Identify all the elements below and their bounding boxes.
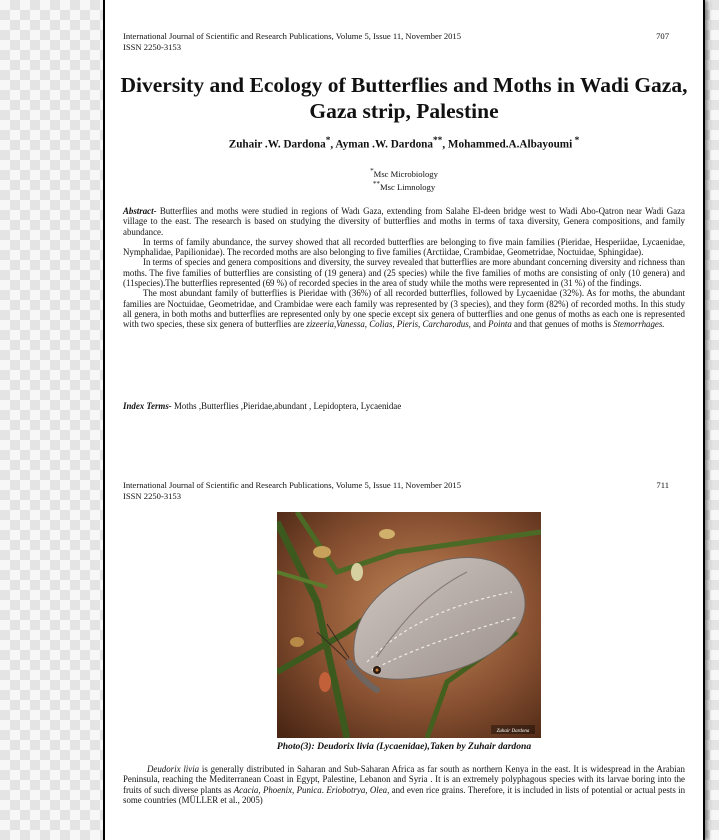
- author-mark: **: [433, 136, 443, 146]
- abstract-text: and: [470, 319, 489, 330]
- species-name: Deudorix livia: [147, 764, 200, 774]
- abstract-text: Butterflies and moths were studied in regions of Wadı Gaza, extending from Salahe El-deen bridge west to Wadi Abo-Qatron near Wadi Gaza village to the east. The research is based on studying the diversity of butterflies and moths in terms of taxa diversity, Genera compositions, and family abundance.: [123, 206, 685, 237]
- photo-caption: Photo(3): Deudorix livia (Lycaenidae),Taken by Zuhair dardona: [276, 741, 532, 752]
- affiliation-line: [115, 166, 693, 179]
- journal-header-line: International Journal of Scientific and Research Publications, Volume 5, Issue 11, November 2015: [123, 480, 462, 490]
- punctuation: .: [321, 784, 327, 795]
- abstract-paragraph: [123, 288, 685, 329]
- author-separator: ,: [442, 138, 448, 151]
- plant-name: Phoenix: [262, 784, 293, 795]
- index-terms-text: Moths ,Butterflies ,Pieridae,abundant , Lepidoptera, Lycaenidae: [171, 401, 402, 411]
- affiliation-mark: *: [370, 167, 374, 175]
- author-name: Ayman .W. Dardona: [335, 138, 433, 151]
- plant-name: Punica: [296, 784, 322, 795]
- affiliation-text: Msc Microbiology: [373, 168, 438, 179]
- document-sheet: [103, 0, 705, 840]
- punctuation: ,: [365, 784, 370, 795]
- issn-line: ISSN 2250-3153: [123, 41, 182, 52]
- photo-credit: Zuhair Dardona: [496, 729, 530, 734]
- abstract-label: Abstract-: [123, 206, 157, 216]
- genera-list: zizeeria,Vanessa, Colias, Pieris, Carcharodus,: [306, 319, 471, 330]
- genus-name: Stemorrhages.: [613, 319, 665, 330]
- abstract-text: The most abundant family of butterflies is Pieridae with (36%) of all recorded butterflies, followed by Lycaenidae (32%). As for moths, the abundant families are Noctuidae, Geometridae, and Crambidae were each family was represented by (3 species), and they form (82%) of recorded moths. In this study all genera, in both moths and butterflies are represented only by one specie except six genera of butterflies and one genus of moths as each one is represented with two species, these six genera of butterflies are: [123, 288, 685, 330]
- abstract-paragraph: In terms of species and genera compositions and diversity, the survey revealed that butterflies are more abundant concerning diversity and richness than moths. The five families of butterflies are consisting of (19 genera) and (25 species) while the five families of moths are consisting of only (10 genera) and (11species).The butterflies represented (69 %) of recorded species in the area of study while the moths were represented in (31 %) of the findings.: [123, 257, 685, 289]
- index-terms: [123, 401, 685, 411]
- author-separator: ,: [330, 138, 336, 151]
- abstract-paragraph: In terms of family abundance, the survey showed that all recorded butterflies are belonging to five main families (Pieridae, Hesperiidae, Lycaenidae, Nymphalidae, Papilionidae). The recorded moths are also belonging to five families (Arctiidae, Crambidae, Geometridae, Noctuidae, Sphingidae).: [123, 236, 685, 258]
- plant-name: Olea: [369, 784, 388, 795]
- issn-line: ISSN 2250-3153: [123, 490, 182, 501]
- author-name: Mohammed.A.Albayoumi: [447, 138, 573, 151]
- punctuation: ,: [292, 784, 297, 795]
- genus-name: Pointa: [488, 319, 512, 330]
- page-number: 711: [656, 480, 669, 490]
- plant-name: Eriobotrya: [326, 784, 366, 795]
- body-text: , and even rice grains. Therefore, it is included in lists of potential or actual pests in some countries (MÜLLER et al., 2005): [123, 784, 686, 806]
- abstract-text: and that genues of moths is: [511, 319, 614, 330]
- author-mark: *: [572, 136, 580, 146]
- butterfly-photo-image: [277, 512, 541, 738]
- butterfly-photo: [277, 512, 541, 738]
- journal-header-line: International Journal of Scientific and Research Publications, Volume 5, Issue 11, November 2015: [123, 31, 462, 41]
- page-number: 707: [656, 31, 669, 41]
- author-name: Zuhair .W. Dardona: [228, 138, 326, 151]
- author-list: [115, 136, 693, 151]
- body-text: is generally distributed in Saharan and Sub-Saharan Africa as far south as northern Kenya in the east. It is widespread in the Arabian Peninsula, reaching the Mediterranean Coast in Egypt, Palestine, Lebanon and Syria . It is an extremely polyphagous species with its larvae boring into the fruits of such diverse plants as: [123, 764, 685, 795]
- affiliation-line: [115, 179, 693, 192]
- affiliations: [115, 166, 693, 192]
- affiliation-mark: **: [372, 179, 380, 188]
- punctuation: ,: [258, 784, 263, 795]
- paper-title: Diversity and Ecology of Butterflies and Moths in Wadi Gaza, Gaza strip, Palestine: [120, 73, 688, 123]
- plant-name: Acacia: [233, 784, 259, 795]
- author-mark: *: [325, 136, 331, 146]
- page-header: [123, 480, 685, 501]
- affiliation-text: Msc Limnology: [380, 181, 436, 192]
- abstract-paragraph: [123, 206, 685, 237]
- body-paragraph: [123, 764, 685, 806]
- abstract: [123, 206, 685, 330]
- index-terms-label: Index Terms-: [123, 401, 172, 411]
- page-header: [123, 31, 685, 52]
